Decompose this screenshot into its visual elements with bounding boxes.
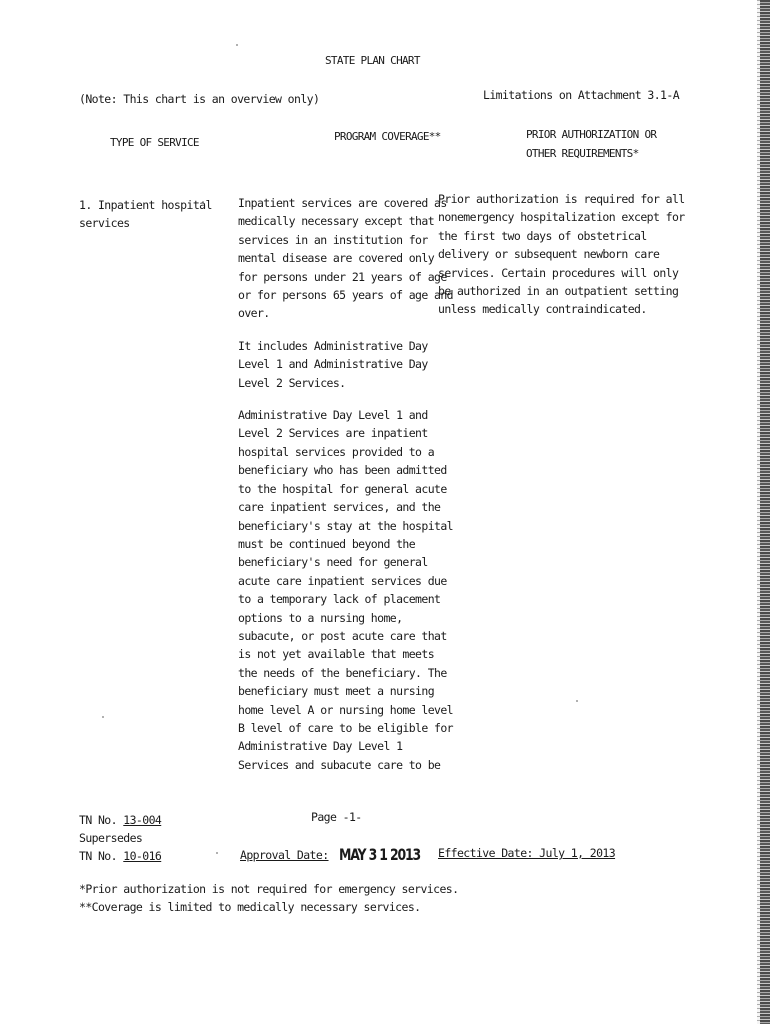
prior-auth-line: delivery or subsequent newborn care (438, 247, 660, 262)
prior-auth-line: Prior authorization is required for all (438, 192, 685, 206)
footnote-prior-authorization: *Prior authorization is not required for emergency services. (79, 882, 459, 896)
coverage-line: services in an institution for (238, 232, 428, 247)
coverage-line: subacute, or post acute care that (238, 628, 447, 643)
coverage-line: Administrative Day Level 1 and (238, 408, 428, 423)
approval-date-stamp: MAY 3 1 2013 (338, 845, 420, 864)
speck (576, 700, 578, 702)
coverage-paragraph-3 (238, 406, 453, 774)
service-name-line: 1. Inpatient hospital (79, 198, 212, 212)
column-header-type-of-service: TYPE OF SERVICE (110, 136, 199, 149)
supersedes-label: Supersedes (79, 831, 143, 845)
coverage-line: mental disease are covered only (238, 251, 435, 266)
coverage-line: beneficiary's stay at the hospital (238, 518, 454, 533)
prior-auth-line: services. Certain procedures will only (438, 265, 679, 280)
tn2-value: 10-016 (123, 849, 162, 863)
tn2-label: TN No. (79, 849, 117, 863)
prior-auth-line: unless medically contraindicated. (438, 302, 647, 317)
approval-date (240, 846, 443, 864)
scan-edge (760, 0, 770, 1024)
column-header-program-coverage: PROGRAM COVERAGE** (334, 130, 441, 143)
coverage-line: must be continued beyond the (238, 536, 416, 551)
effective-date: Effective Date: July 1, 2013 (438, 846, 616, 860)
tn-value: 13-004 (123, 813, 162, 827)
coverage-line: Services and subacute care to be (238, 757, 441, 772)
speck (216, 852, 218, 854)
coverage-line: Level 1 and Administrative Day (238, 357, 428, 372)
coverage-line: beneficiary who has been admitted (238, 463, 447, 478)
coverage-line: to the hospital for general acute (238, 481, 447, 496)
coverage-line: for persons under 21 years of age (238, 269, 447, 284)
tn-label: TN No. (79, 813, 117, 827)
coverage-line: B level of care to be eligible for (238, 720, 454, 735)
program-coverage-column (238, 194, 453, 788)
coverage-line: or for persons 65 years of age and (238, 288, 454, 303)
overview-note: (Note: This chart is an overview only) (79, 92, 320, 106)
coverage-paragraph-1 (238, 194, 453, 323)
coverage-line: to a temporary lack of placement (238, 592, 441, 607)
prior-authorization-column (438, 190, 685, 319)
prior-auth-line: be authorized in an outpatient setting (438, 284, 679, 299)
coverage-line: acute care inpatient services due (238, 573, 447, 588)
coverage-paragraph-2 (238, 337, 453, 392)
coverage-line: is not yet available that meets (238, 647, 435, 662)
page-number: Page -1- (311, 810, 362, 824)
speck (102, 716, 104, 718)
speck (236, 44, 238, 46)
prior-auth-line: the first two days of obstetrical (438, 228, 647, 243)
approval-label: Approval Date: (240, 848, 329, 862)
document-title: STATE PLAN CHART (325, 54, 420, 67)
tn-number (79, 811, 161, 829)
coverage-line: Inpatient services are covered as (238, 196, 447, 210)
limitations-reference: Limitations on Attachment 3.1-A (483, 88, 680, 102)
column-header-prior-auth-line1: PRIOR AUTHORIZATION OR (526, 128, 657, 141)
superseded-tn-number (79, 847, 161, 865)
prior-auth-line: nonemergency hospitalization except for (438, 210, 685, 225)
coverage-line: beneficiary must meet a nursing (238, 684, 435, 699)
coverage-line: Administrative Day Level 1 (238, 739, 403, 754)
service-name (79, 196, 212, 233)
coverage-line: care inpatient services, and the (238, 500, 441, 515)
coverage-line: medically necessary except that (238, 214, 435, 229)
coverage-line: options to a nursing home, (238, 610, 403, 625)
coverage-line: home level A or nursing home level (238, 702, 454, 717)
coverage-line: hospital services provided to a (238, 444, 435, 459)
coverage-line: over. (238, 306, 270, 321)
coverage-line: Level 2 Services are inpatient (238, 426, 428, 441)
service-name-line: services (79, 216, 130, 231)
footnote-coverage: **Coverage is limited to medically necessary services. (79, 900, 421, 914)
coverage-line: beneficiary's need for general (238, 555, 428, 570)
coverage-line: It includes Administrative Day (238, 338, 428, 353)
column-header-prior-auth-line2: OTHER REQUIREMENTS* (526, 147, 639, 160)
coverage-line: the needs of the beneficiary. The (238, 665, 447, 680)
coverage-line: Level 2 Services. (238, 375, 346, 390)
